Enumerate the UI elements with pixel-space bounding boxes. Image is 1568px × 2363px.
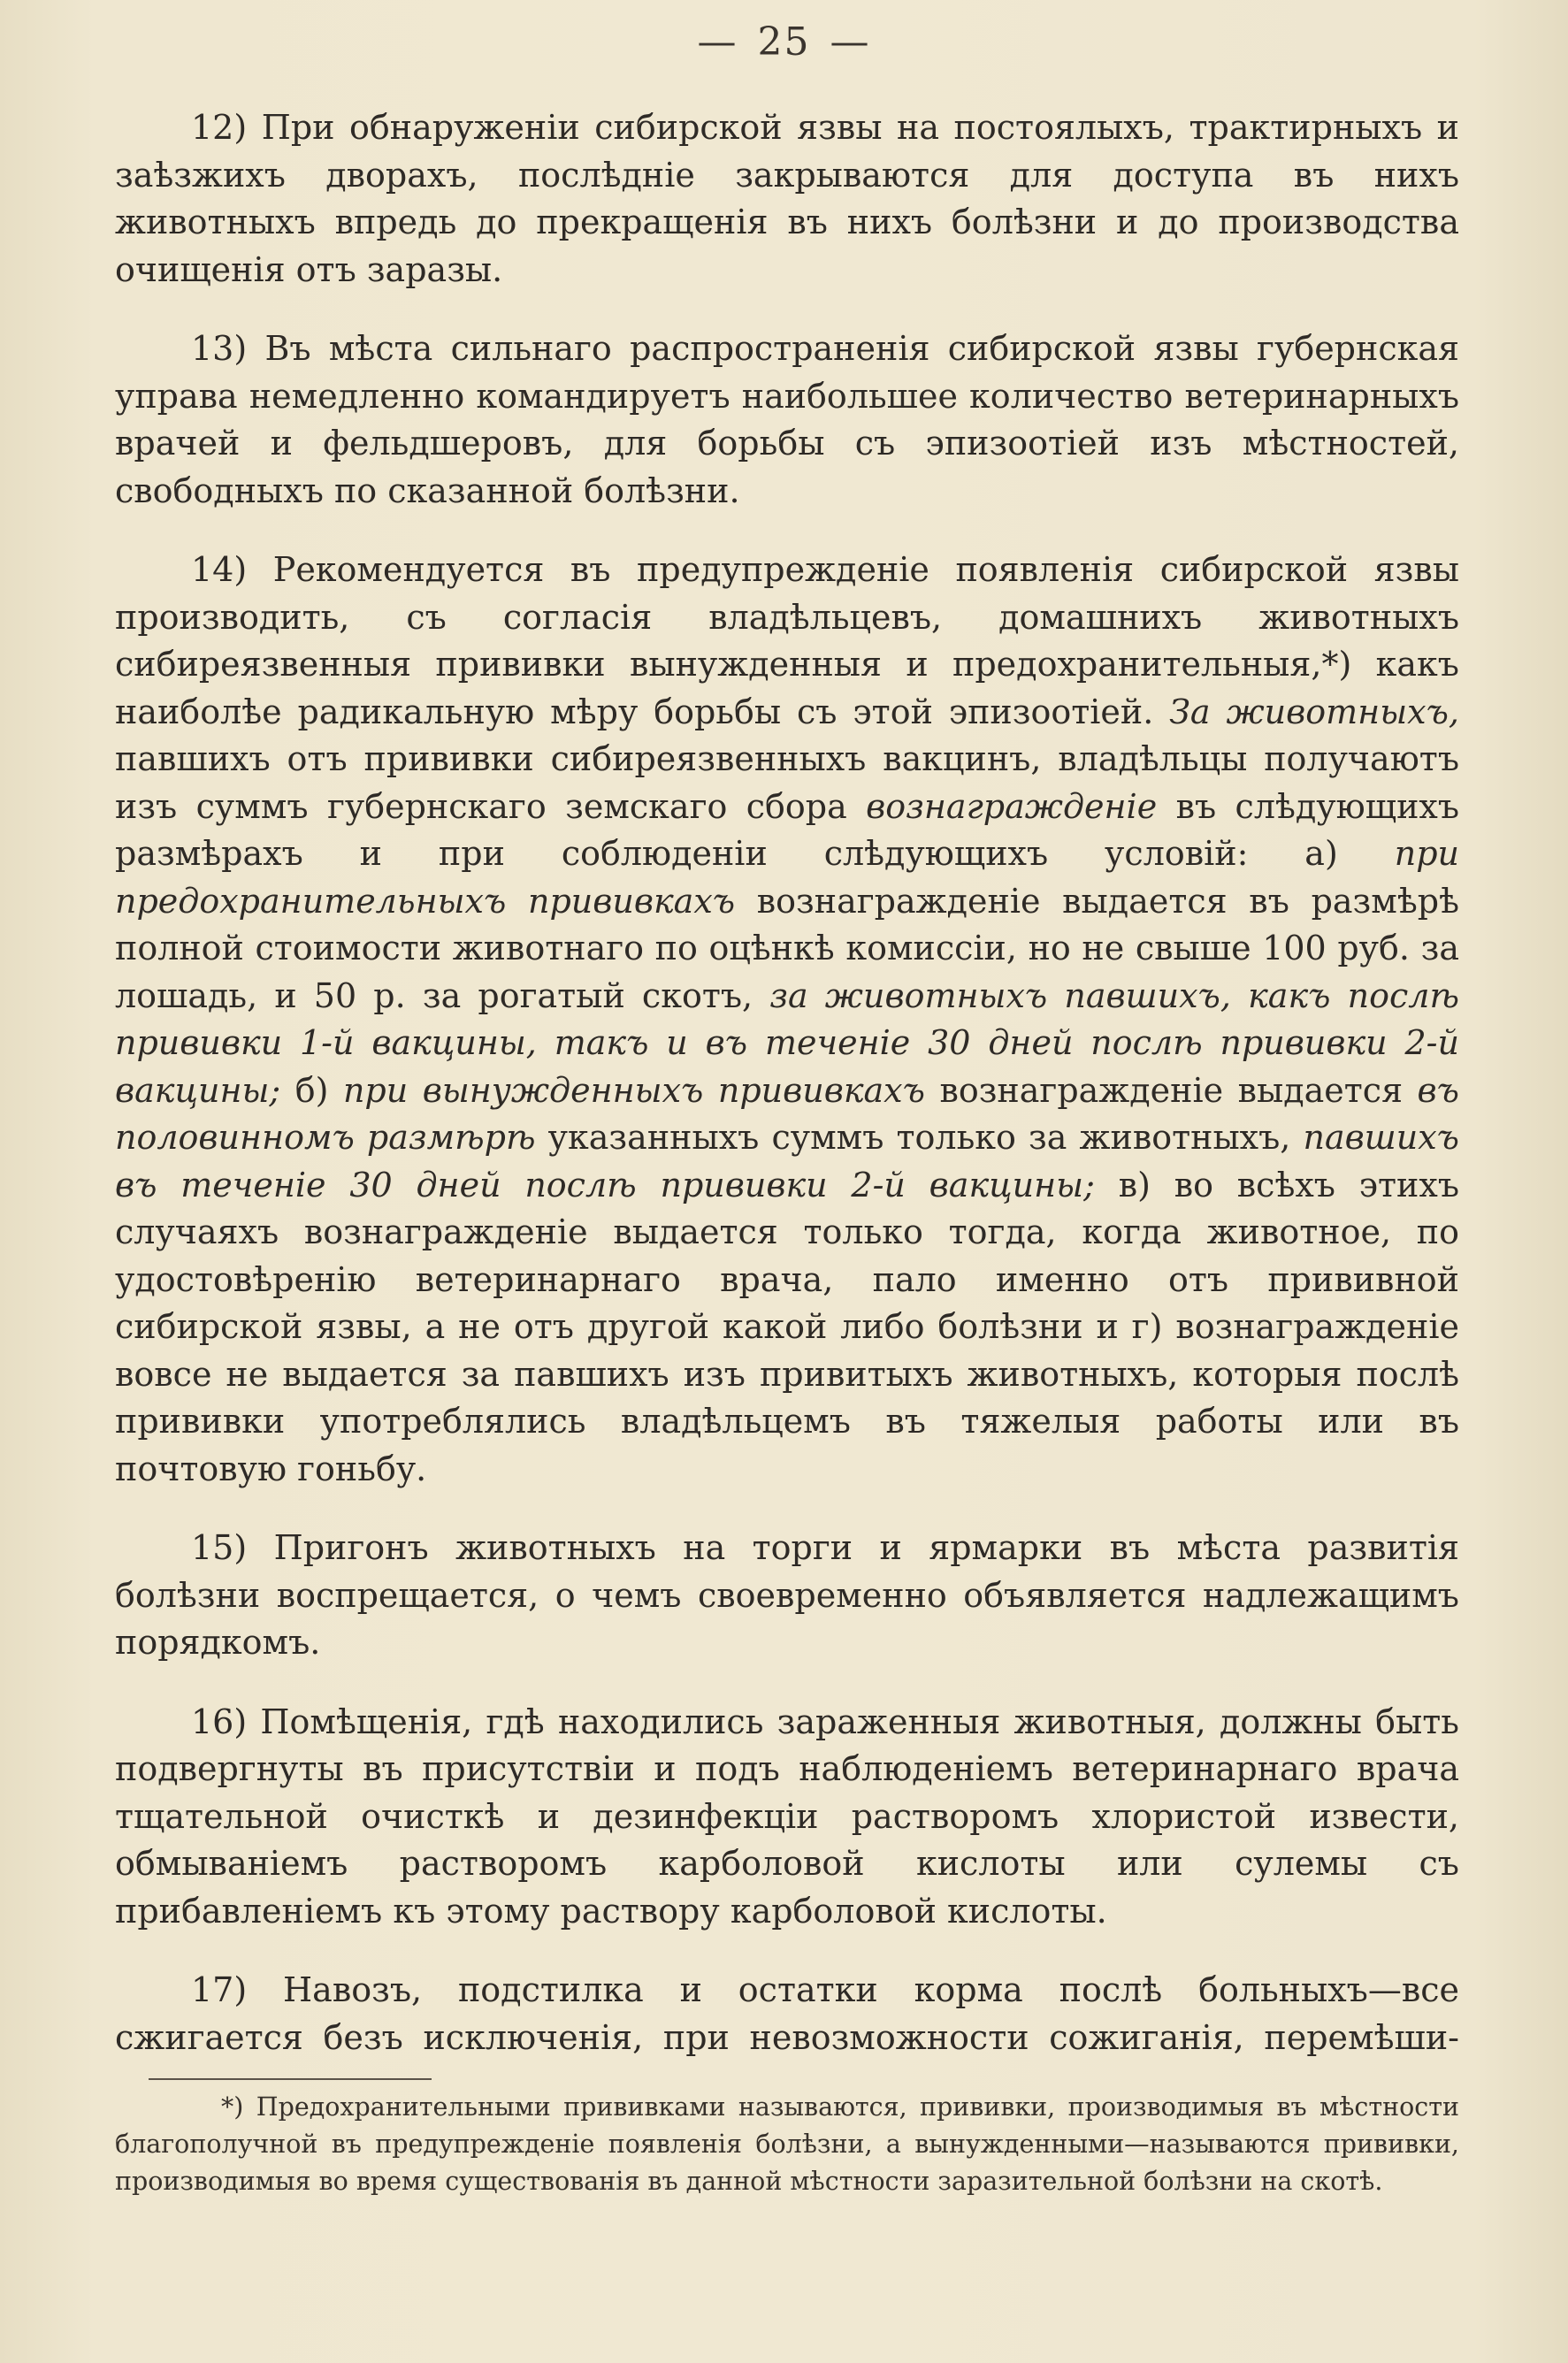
paragraph-text: вознагражденіе выдается въ размѣрѣ полной стоимости животнаго по оцѣнкѣ комиссіи, но не свыше 100 руб. за лошадь, и 50 р. за рогатый скотъ,	[115, 881, 1459, 1015]
paragraph-text: указанныхъ суммъ только за животныхъ,	[535, 1118, 1304, 1157]
paragraph-text: въ слѣдующихъ размѣрахъ и при соблюденіи слѣдующихъ условій: а)	[115, 786, 1459, 873]
footnote-separator	[149, 2078, 432, 2080]
emphasis-text: при вынужденныхъ прививкахъ	[342, 1070, 925, 1110]
emphasis-text: въ половинномъ размѣрѣ	[115, 1070, 1459, 1157]
footnote: *) Предохранительными прививками называются, прививки, производимыя въ мѣстности благополучной въ предупрежденіе появленія болѣзни, а вынужденными—называются прививки, производимыя во время существованія въ данной мѣстности заразительной болѣзни на скотѣ.	[115, 2092, 1459, 2196]
emphasis-text: вознагражденіе	[866, 786, 1158, 826]
emphasis-text: павшихъ въ теченіе 30 дней послѣ прививки 2-й вакцины;	[115, 1118, 1459, 1204]
body-text	[115, 104, 1459, 2093]
page-number	[0, 19, 1568, 65]
paragraph-text: 12) При обнаруженіи сибирской язвы на постоялыхъ, трактирныхъ и заѣзжихъ дворахъ, послѣдніе закрываются для доступа въ нихъ животныхъ впредь до прекращенія въ нихъ болѣзни и до производства очищенія отъ заразы.	[115, 108, 1459, 289]
paragraph-text: 13) Въ мѣста сильнаго распространенія сибирской язвы губернская управа немедленно командируетъ наибольшее количество ветеринарныхъ врачей и фельдшеровъ, для борьбы съ эпизоотіей изъ мѣстностей, свободныхъ по сказанной болѣзни.	[115, 329, 1459, 510]
paragraph	[115, 325, 1459, 515]
paragraph-text: 15) Пригонъ животныхъ на торги и ярмарки въ мѣста развитія болѣзни воспрещается, о чемъ своевременно объявляется надлежащимъ порядкомъ.	[115, 1528, 1459, 1662]
paragraph-text: павшихъ отъ прививки сибиреязвенныхъ вакцинъ, владѣльцы получаютъ изъ суммъ губернскаго земскаго сбора	[115, 739, 1459, 826]
paragraph-text: вознагражденіе выдается	[924, 1070, 1418, 1110]
paragraph	[115, 104, 1459, 294]
emphasis-text: за животныхъ павшихъ, какъ послѣ прививки 1-й вакцины, такъ и въ теченіе 30 дней послѣ прививки 2-й вакцины;	[115, 975, 1459, 1110]
paragraph	[115, 547, 1459, 1493]
paragraph-text: 17) Навозъ, подстилка и остатки корма послѣ больныхъ—все сжигается безъ исключенія, при невозможности сожиганія, перемѣши-	[115, 1970, 1459, 2057]
paragraph-text: в) во всѣхъ этихъ случаяхъ вознагражденіе выдается только тогда, когда животное, по удостовѣренію ветеринарнаго врача, пало именно отъ прививной сибирской язвы, а не отъ другой какой либо болѣзни и г) вознагражденіе вовсе не выдается за павшихъ изъ привитыхъ животныхъ, которыя послѣ прививки употреблялись владѣльцемъ въ тяжелыя работы или въ почтовую гоньбу.	[115, 1165, 1459, 1488]
page-number-value: 25	[757, 19, 811, 65]
paragraph	[115, 1525, 1459, 1667]
emphasis-text: За животныхъ,	[1169, 692, 1459, 731]
page-number-dash-right: —	[830, 19, 871, 65]
paragraph-text: 14) Рекомендуется въ предупрежденіе появленія сибирской язвы производить, съ согласія владѣльцевъ, домашнихъ животныхъ сибиреязвенныя прививки вынужденныя и предохранительныя,*) какъ наиболѣе радикальную мѣру борьбы съ этой эпизоотіей.	[115, 550, 1459, 731]
paragraph-text: б)	[280, 1070, 343, 1110]
emphasis-text: при предохранительныхъ прививкахъ	[115, 834, 1459, 921]
paragraph	[115, 1967, 1459, 2061]
page-number-dash-left: —	[697, 19, 738, 65]
paragraph	[115, 1699, 1459, 1936]
paragraph-text: 16) Помѣщенія, гдѣ находились зараженныя животныя, должны быть подвергнуты въ присутствіи и подъ наблюденіемъ ветеринарнаго врача тщательной очисткѣ и дезинфекціи растворомъ хлористой извести, обмываніемъ растворомъ карболовой кислоты или сулемы съ прибавленіемъ къ этому раствору карболовой кислоты.	[115, 1702, 1459, 1931]
